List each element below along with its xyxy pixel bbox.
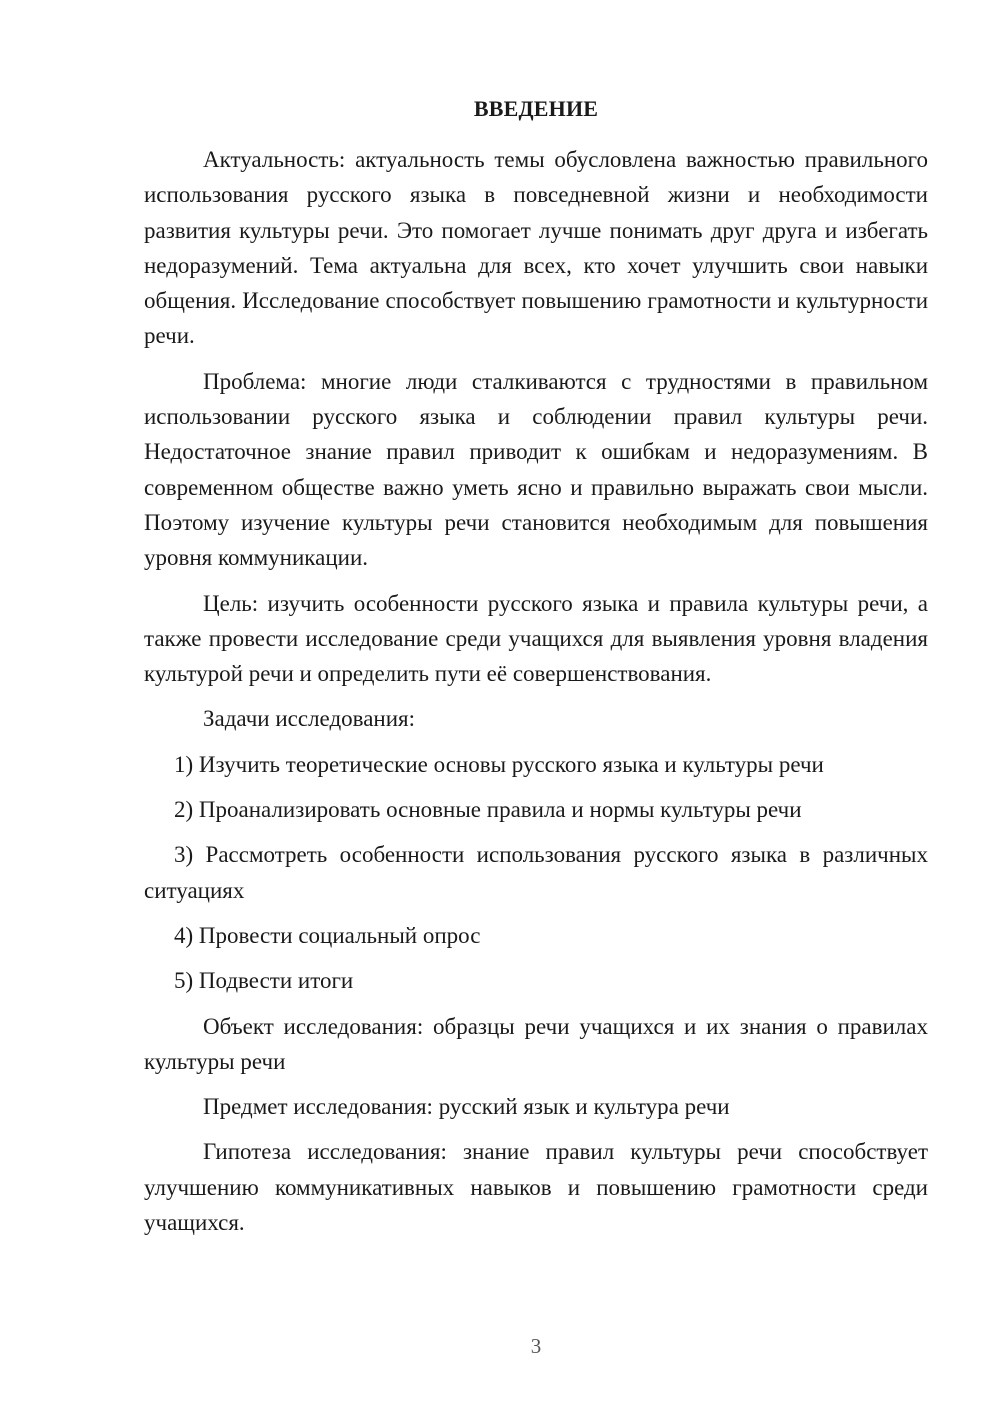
relevance-paragraph: Актуальность: актуальность темы обусловлена важностью правильного использования русского языка в повседневной жизни и необходимости развития культуры речи. Это помогает лучше понимать друг друга и избегать недоразумений. Тема актуальна для всех, кто хочет улучшить свои навыки общения. Исследование способствует повышению грамотности и культурности речи.: [144, 147, 928, 349]
task-item-2: 2) Проанализировать основные правила и нормы культуры речи: [174, 797, 802, 823]
task-item-1: 1) Изучить теоретические основы русского языка и культуры речи: [174, 751, 824, 777]
goal-paragraph: Цель: изучить особенности русского языка и правила культуры речи, а также провести исследование среди учащихся для выявления уровня владения культурой речи и определить пути её совершенствования.: [144, 590, 928, 687]
task-item-3: 3) Рассмотреть особенности использования русского языка в различных ситуациях: [144, 842, 928, 903]
document-body: [144, 142, 928, 1240]
subject-paragraph: Предмет исследования: русский язык и культура речи: [203, 1094, 730, 1120]
task-item-4: 4) Провести социальный опрос: [174, 922, 481, 948]
problem-paragraph: Проблема: многие люди сталкиваются с трудностями в правильном использовании русского языка и соблюдении правил культуры речи. Недостаточное знание правил приводит к ошибкам и недоразумениям. В современном обществе важно уметь ясно и правильно выражать свои мысли. Поэтому изучение культуры речи становится необходимым для повышения уровня коммуникации.: [144, 368, 928, 571]
object-paragraph: Объект исследования: образцы речи учащихся и их знания о правилах культуры речи: [144, 1013, 928, 1074]
task-item-5: 5) Подвести итоги: [174, 968, 354, 994]
page-title: ВВЕДЕНИЕ: [473, 96, 599, 121]
tasks-title: Задачи исследования:: [203, 706, 416, 732]
page-number: 3: [530, 1334, 542, 1358]
hypothesis-paragraph: Гипотеза исследования: знание правил культуры речи способствует улучшению коммуникативных навыков и повышению грамотности среди учащихся.: [144, 1139, 928, 1236]
